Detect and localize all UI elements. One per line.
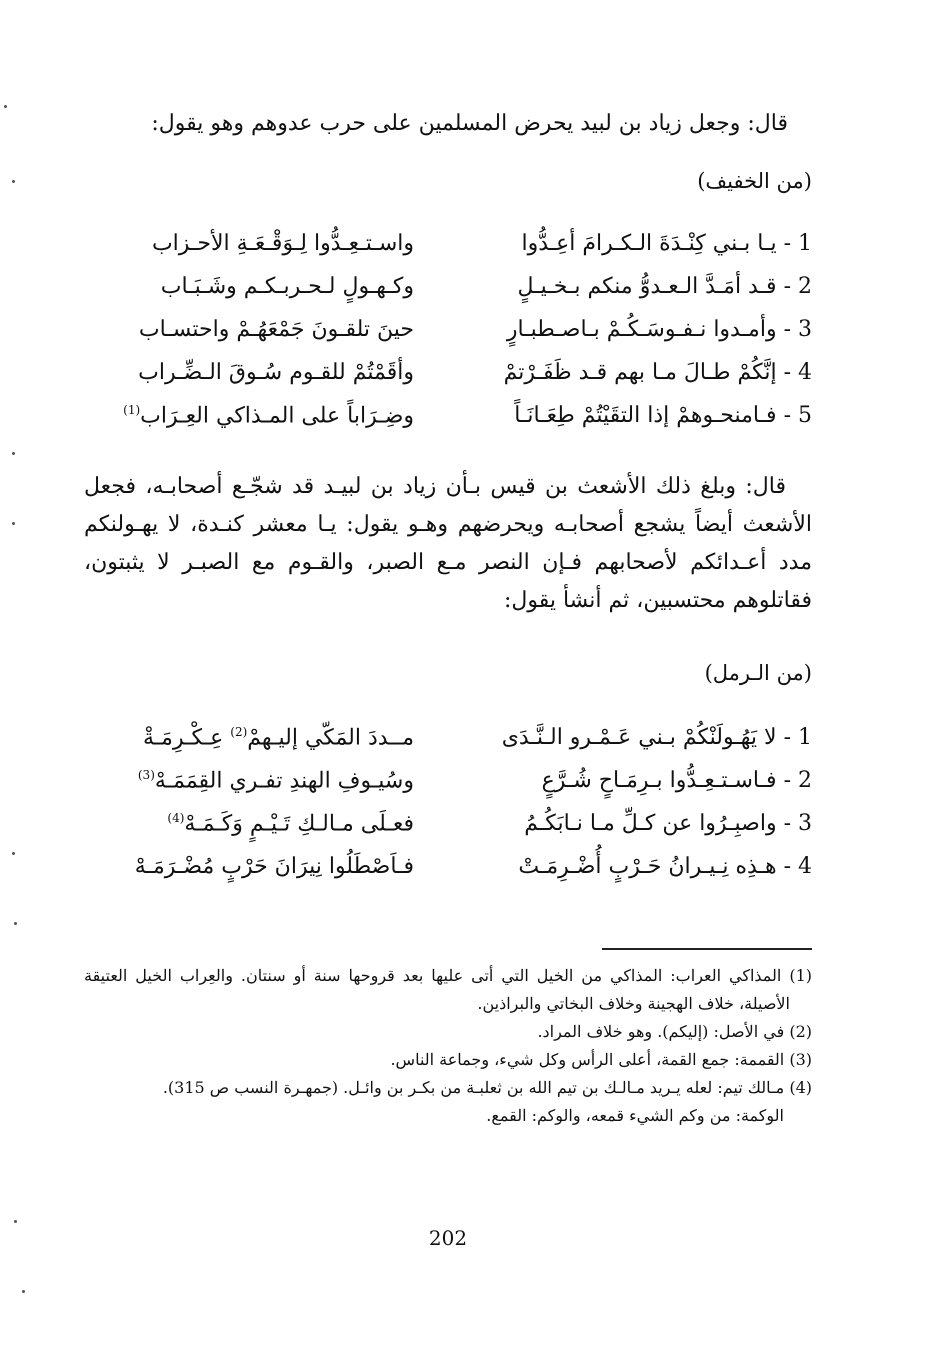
verse-first-hemistich <box>427 274 812 299</box>
verse-first-text: يـا بـني كِنْـدَةَ الـكـرامَ أعِـدُّوا <box>521 231 777 256</box>
scan-speck <box>12 452 15 455</box>
scan-speck <box>14 1220 17 1223</box>
footnote-separator <box>602 948 812 950</box>
page <box>84 96 812 1336</box>
intro-line: قال: وجعل زياد بن لبيد يحرض المسلمين على حرب عدوهم وهو يقول: <box>151 111 788 136</box>
meter-label-khafif: (من الخفيف) <box>697 169 812 193</box>
verse-second-hemistich <box>84 768 414 793</box>
verse-second-hemistich <box>84 811 414 836</box>
verse-line <box>84 716 812 759</box>
verse-first-text: وأمـدوا نـفـوسَـكُـمْ بـاصـطبـارٍ <box>506 317 777 342</box>
verse-second-hemistich <box>84 403 414 428</box>
verse-number: 2 - <box>776 768 812 793</box>
verse-second-hemistich <box>84 274 414 299</box>
verse-second-text: فـاَصْطَلُوا نِيرَانَ حَرْبٍ مُضْـرَمَـهْ <box>134 854 414 879</box>
scan-speck <box>14 922 17 925</box>
verse-number: 1 - <box>776 725 812 750</box>
verse-first-text: فـاسـتـعِـدُّوا بـرِمَـاحٍ شُـرَّعٍ <box>541 768 777 793</box>
poem-ramal <box>84 716 812 888</box>
verse-first-hemistich <box>427 811 812 836</box>
footnote-item: (2) في الأصل: (إليكم). وهو خلاف المراد. <box>537 1022 812 1041</box>
verse-first-hemistich <box>427 768 812 793</box>
footnote-marker[interactable]: (3) <box>137 767 155 782</box>
verse-second-text-end: عِـكْـرِمَـةْ <box>142 725 231 751</box>
verse-line <box>84 308 812 351</box>
verse-second-text: واسـتـعِـدُّوا لِـوَقْـعَـةِ الأحـزاب <box>151 231 414 256</box>
verse-first-hemistich <box>427 403 812 428</box>
scan-speck <box>12 522 15 525</box>
footnote-marker[interactable]: (4) <box>167 810 185 825</box>
verse-second-text: وكـهـولٍ لـحـربـكـم وشَـبَـاب <box>160 274 414 299</box>
verse-line <box>84 802 812 845</box>
verse-first-text: لا يَهُـولَنْكُمْ بـني عَـمْـرو الـنَّـدَى <box>501 725 777 750</box>
scan-speck <box>22 1290 25 1293</box>
scan-speck <box>12 180 15 183</box>
verse-first-hemistich <box>427 854 812 879</box>
verse-second-text: مــددَ المَكّي إليـهمْ <box>247 725 414 751</box>
verse-number: 3 - <box>776 317 812 342</box>
verse-second-text: فعـلَى مـالـكِ تَـيْـمٍ وَكَـمَـهْ <box>184 811 414 837</box>
verse-second-hemistich <box>84 231 414 256</box>
verse-second-hemistich <box>84 317 414 342</box>
verse-number: 3 - <box>776 811 812 836</box>
verse-second-text: وضِـرَاباً على المـذاكي العِـرَاب <box>140 403 414 429</box>
verse-first-hemistich <box>427 317 812 342</box>
verse-second-text: حينَ تلقـونَ جَمْعَهُـمْ واحتسـاب <box>138 317 414 342</box>
verse-second-text: وسُيـوفِ الهندِ تفـري القِمَمَـهْ <box>154 768 414 794</box>
footnote-marker[interactable]: (2) <box>230 724 248 739</box>
verse-line <box>84 265 812 308</box>
verse-first-hemistich <box>427 231 812 256</box>
verse-first-text: قـد أمَـدَّ الـعـدوُّ منكم بـخـيـلٍ <box>517 274 777 299</box>
verse-line <box>84 351 812 394</box>
verse-second-hemistich <box>84 854 414 879</box>
verse-number: 1 - <box>776 231 812 256</box>
verse-second-hemistich <box>84 725 414 750</box>
narrative-paragraph: قال: وبلغ ذلك الأشعث بن قيس بـأن زياد بن لبيـد قد شجّـع أصحابـه، فجعل الأشعث أيضاً يشجع أصحابـه ويحرضهم وهـو يقول: يـا معشر كنـدة، لا يهـولنكم مدد أعـدائكم لأصحابهم فـإن النصر مـع الصبر، والقـوم مع الصبـر لا يثبتون، فقاتلوهم محتسبين، ثم أنشأ يقول: <box>84 474 812 613</box>
verse-number: 2 - <box>776 274 812 299</box>
verse-number: 5 - <box>776 403 812 428</box>
footnotes <box>84 962 812 1130</box>
verse-first-text: هـذِه نِـيـرانُ حَـرْبٍ أُضْـرِمَـتْ <box>518 854 777 879</box>
verse-first-text: إنَّكُمْ طـالَ مـا بهم قـد ظَفَـرْتمْ <box>503 360 777 385</box>
verse-first-text: فـامنحـوهمْ إذا التقَيْتُمْ طِعَـانَـاً <box>514 403 777 428</box>
footnote-marker[interactable]: (1) <box>123 402 141 417</box>
meter-label-ramal: (من الـرمل) <box>704 661 812 685</box>
verse-first-text: واصبِـرُوا عن كـلِّ مـا نـابَكُـمُ <box>524 811 777 836</box>
verse-line <box>84 222 812 265</box>
verse-line <box>84 845 812 888</box>
footnote-item: (4) مـالك تيم: لعله يـريد مـالـك بن تيم الله بن ثعلبـة من بكـر بن وائـل. (جمهـرة النسب ص 315). <box>162 1078 812 1097</box>
verse-first-hemistich <box>427 360 812 385</box>
poem-khafif <box>84 222 812 437</box>
verse-second-text: وأقَمْتُمْ للقـوم سُـوقَ الـضِّـراب <box>138 360 414 385</box>
footnote-item: الوكمة: من وكم الشيء قمعه، والوكم: القمع. <box>486 1106 784 1125</box>
scan-speck <box>12 852 15 855</box>
verse-line <box>84 759 812 802</box>
verse-first-hemistich <box>427 725 812 750</box>
verse-second-hemistich <box>84 360 414 385</box>
scan-speck <box>4 105 7 108</box>
verse-number: 4 - <box>776 854 812 879</box>
footnote-item: (3) القممة: جمع القمة، أعلى الرأس وكل شيء، وجماعة الناس. <box>390 1050 812 1069</box>
verse-number: 4 - <box>776 360 812 385</box>
verse-line <box>84 394 812 437</box>
footnote-item: (1) المذاكي العراب: المذاكي من الخيل التي أتى عليها بعد قروحها سنة أو سنتان. والعِراب الخيل العتيقة الأصيلة، خلاف الهجينة وخلاف البخاتي والبراذين. <box>84 966 812 1013</box>
page-number: 202 <box>428 1226 468 1250</box>
